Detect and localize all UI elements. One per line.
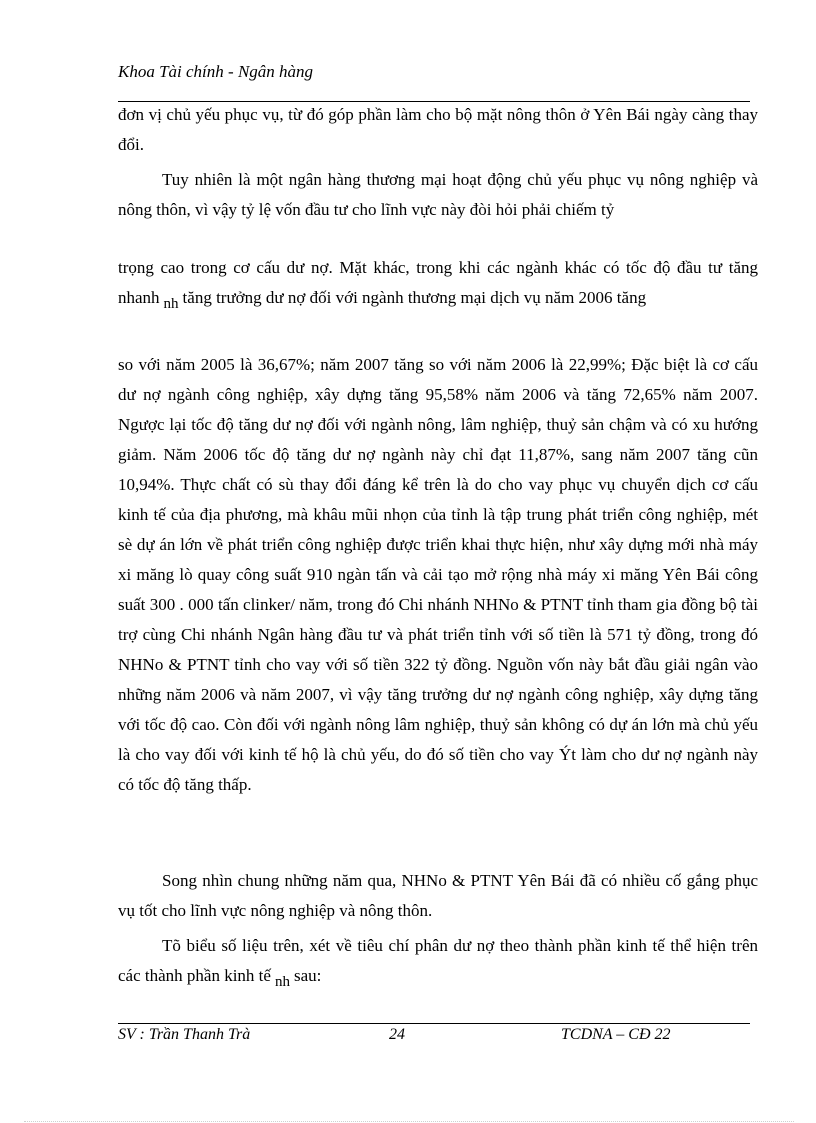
- nh-fragment: nh: [274, 974, 290, 990]
- page-header-department: Khoa Tài chính - Ngân hàng: [118, 62, 314, 81]
- paragraph-3-part-a: trọng cao trong cơ cấu dư nợ. Mặt khác, trong khi các ngành khác có tốc độ đầu tư tăng nhanh: [118, 258, 758, 307]
- paragraph-6-part-a: Tõ biểu số liệu trên, xét về tiêu chí phân dư nợ theo thành phần kinh tế thể hiện trên các thành phần kinh tế: [118, 936, 758, 985]
- paragraph-5: Song nhìn chung những năm qua, NHNo & PTNT Yên Bái đã có nhiều cố gắng phục vụ tốt cho lĩnh vực nông nghiệp và nông thôn.: [118, 871, 758, 920]
- paragraph-3-part-b: tăng trưởng dư nợ đối với ngành thương mại dịch vụ năm 2006 tăng: [182, 288, 647, 307]
- paragraph-2: Tuy nhiên là một ngân hàng thương mại hoạt động chủ yếu phục vụ nông nghiệp và nông thôn, vì vậy tỷ lệ vốn đầu tư cho lĩnh vực này đòi hỏi phải chiếm tỷ: [118, 170, 758, 219]
- footer-rule: [118, 1023, 750, 1024]
- footer-student: SV : Trần Thanh Trà: [118, 1026, 251, 1043]
- paragraph-6-part-b: sau:: [293, 966, 322, 985]
- nh-fragment: nh: [163, 296, 179, 312]
- page-bottom-divider: [24, 1121, 794, 1122]
- paragraph-1: đơn vị chủ yếu phục vụ, từ đó góp phần làm cho bộ mặt nông thôn ở Yên Bái ngày càng thay đổi.: [118, 105, 758, 154]
- footer-class-code: TCDNA – CĐ 22: [561, 1026, 671, 1043]
- footer-page-number: 24: [389, 1026, 405, 1043]
- paragraph-4: so với năm 2005 là 36,67%; năm 2007 tăng so với năm 2006 là 22,99%; Đặc biệt là cơ cấu dư nợ ngành công nghiệp, xây dựng tăng 95,58% năm 2006 và tăng 72,65% năm 2007. Ngược lại tốc độ tăng dư nợ đối với ngành nông, lâm nghiệp, thuỷ sản chậm và có xu hướng giảm. Năm 2006 tốc độ tăng dư nợ ngành này chỉ đạt 11,87%, sang năm 2007 tăng cũn 10,94%. Thực chất có sù thay đổi đáng kể trên là do cho vay phục vụ chuyển dịch cơ cấu kinh tế của địa phương, mà khâu mũi nhọn của tỉnh là tập trung phát triển công nghiệp, mét sè dự án lớn về phát triển công nghiệp được triển khai thực hiện, như xây dựng mới nhà máy xi măng lò quay công suất 910 ngàn tấn và cải tạo mở rộng nhà máy xi măng Yên Bái công suất 300 . 000 tấn clinker/ năm, trong đó Chi nhánh NHNo & PTNT tỉnh tham gia đồng bộ tài trợ cùng Chi nhánh Ngân hàng đầu tư và phát triển tỉnh với số tiền là 571 tỷ đồng, trong đó NHNo & PTNT tỉnh cho vay với số tiền 322 tỷ đồng. Nguồn vốn này bắt đầu giải ngân vào những năm 2006 và năm 2007, vì vậy tăng trưởng dư nợ ngành công nghiệp, xây dựng tăng với tốc độ cao. Còn đối với ngành nông lâm nghiệp, thuỷ sản không có dự án lớn mà chủ yếu là cho vay đối với kinh tế hộ là chủ yếu, do đó số tiền cho vay Ýt làm cho dư nợ ngành này có tốc độ tăng thấp.: [118, 355, 758, 794]
- paragraph-3: [118, 253, 758, 314]
- paragraph-6: [118, 931, 758, 992]
